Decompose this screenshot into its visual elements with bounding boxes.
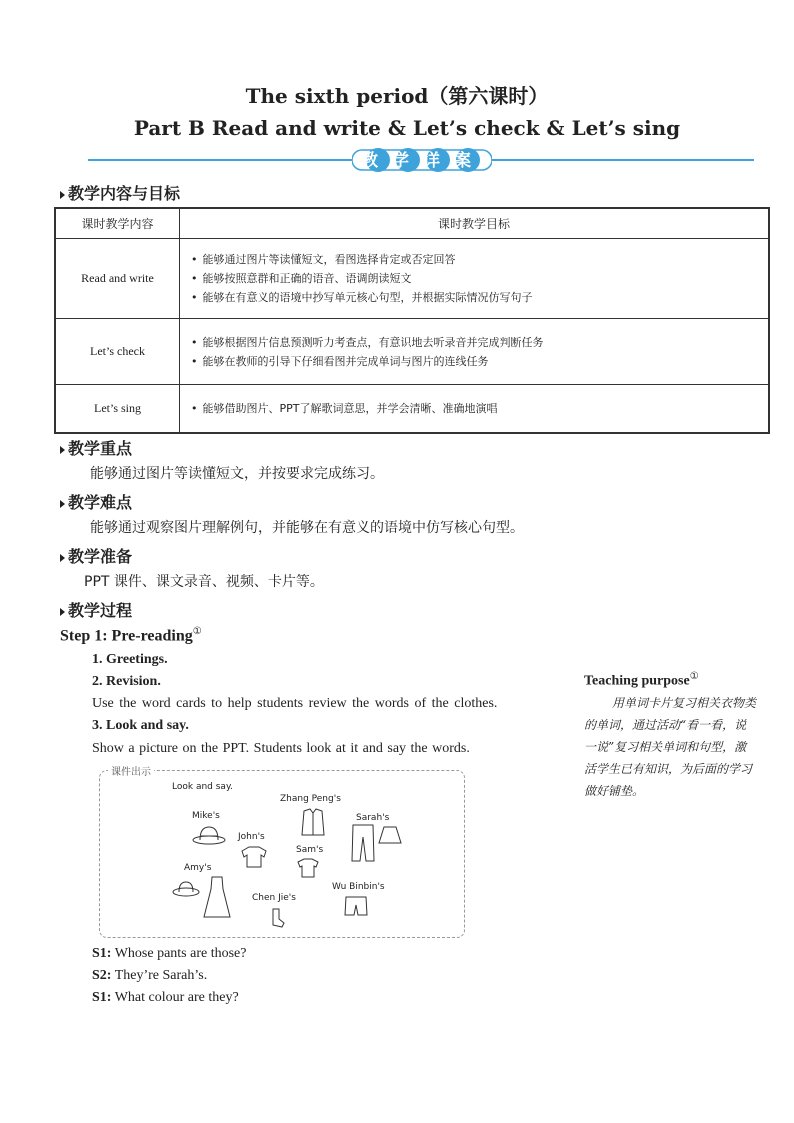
- label-sam: Sam's: [296, 845, 324, 855]
- step1-item-2-text: Use the word cards to help students review the words of the clothes.: [92, 696, 498, 711]
- section-heading-text: 教学难点: [68, 493, 133, 512]
- sock-icon: [268, 907, 286, 929]
- table-header-row: [55, 208, 769, 239]
- speaker-label: S1:: [92, 990, 112, 1005]
- table-cell-content: Let’s sing: [55, 385, 180, 433]
- dialogue-text: Whose pants are those?: [114, 946, 247, 961]
- section-heading-content-goals: [60, 181, 180, 204]
- step1-item-1: 1. Greetings.: [92, 652, 168, 667]
- triangle-bullet-icon: [60, 446, 65, 454]
- objectives-table: [54, 207, 770, 434]
- dialogue-text: What colour are they?: [114, 990, 239, 1005]
- page-title: The sixth period（第六课时）: [245, 84, 549, 108]
- slide-tag: 课件出示: [108, 763, 154, 778]
- slide-subtitle: Look and say.: [172, 782, 233, 792]
- teaching-purpose-title-text: Teaching purpose: [584, 673, 690, 689]
- table-row: [55, 385, 769, 433]
- label-john: John's: [238, 832, 265, 842]
- goal-item: • 能够在有意义的语境中抄写单元核心句型，并根据实际情况仿写句子: [191, 288, 767, 307]
- hat-icon: [192, 823, 226, 845]
- table-row: [55, 319, 769, 385]
- shorts-icon: [344, 895, 368, 919]
- dialogue-line: [92, 990, 239, 1006]
- table-row: [55, 239, 769, 319]
- hat-icon: [172, 877, 200, 899]
- section-heading-preparation: [60, 544, 132, 567]
- dialogue-line: [92, 968, 207, 984]
- footnote-mark: ①: [689, 671, 699, 682]
- section-heading-key-points: [60, 436, 132, 459]
- table-cell-goals: [180, 319, 770, 385]
- label-wu-binbin: Wu Binbin's: [332, 882, 385, 892]
- section-heading-process: [60, 598, 132, 621]
- triangle-bullet-icon: [60, 191, 65, 199]
- dress-icon: [202, 875, 232, 919]
- dialogue-text: They’re Sarah’s.: [114, 968, 208, 983]
- banner-pill: [352, 147, 492, 173]
- section-heading-text: 教学过程: [68, 601, 133, 620]
- speaker-label: S1:: [92, 946, 112, 961]
- preparation-text: PPT 课件、课文录音、视频、卡片等。: [84, 574, 324, 590]
- skirt-icon: [378, 825, 402, 845]
- step1-title-text: Step 1: Pre-reading: [60, 627, 193, 645]
- label-chen-jie: Chen Jie's: [252, 893, 296, 903]
- triangle-bullet-icon: [60, 554, 65, 562]
- key-points-text: 能够通过图片等读懂短文，并按要求完成练习。: [90, 466, 384, 482]
- table-header-cell: 课时教学内容: [55, 208, 180, 239]
- dialogue-line: [92, 946, 247, 962]
- goal-item: • 能够在教师的引导下仔细看图并完成单词与图片的连线任务: [191, 352, 767, 371]
- coat-icon: [300, 807, 326, 837]
- footnote-mark: ①: [192, 626, 202, 637]
- speaker-label: S2:: [92, 968, 112, 983]
- step1-title: [60, 626, 202, 645]
- table-cell-content: Read and write: [55, 239, 180, 319]
- goal-item: • 能够根据图片信息预测听力考查点，有意识地去听录音并完成判断任务: [191, 333, 767, 352]
- section-heading-text: 教学重点: [68, 439, 133, 458]
- table-cell-goals: [180, 385, 770, 433]
- step1-item-3: 3. Look and say.: [92, 718, 189, 733]
- pants-icon: [350, 823, 376, 863]
- ppt-slide-figure: [99, 767, 465, 938]
- goal-item: • 能够按照意群和正确的语音、语调朗读短文: [191, 269, 767, 288]
- section-banner: [88, 147, 754, 175]
- page-subtitle: Part B Read and write & Let’s check & Let’s sing: [133, 116, 681, 140]
- section-heading-difficult-points: [60, 490, 132, 513]
- goal-item: • 能够借助图片、PPT了解歌词意思，并学会清晰、准确地演唱: [191, 399, 767, 418]
- sweater-icon: [240, 845, 268, 869]
- step1-item-2: 2. Revision.: [92, 674, 161, 689]
- triangle-bullet-icon: [60, 500, 65, 508]
- label-mike: Mike's: [192, 811, 220, 821]
- triangle-bullet-icon: [60, 608, 65, 616]
- difficult-points-text: 能够通过观察图片理解例句，并能够在有意义的语境中仿写核心句型。: [90, 520, 524, 536]
- goal-item: • 能够通过图片等读懂短文，看图选择肯定或否定回答: [191, 250, 767, 269]
- label-zhang-peng: Zhang Peng's: [280, 794, 341, 804]
- step1-item-3-text: Show a picture on the PPT. Students look at it and say the words.: [92, 741, 470, 756]
- section-heading-text: 教学准备: [68, 547, 133, 566]
- label-amy: Amy's: [184, 863, 212, 873]
- table-header-cell: 课时教学目标: [180, 208, 770, 239]
- shirt-icon: [296, 857, 320, 879]
- table-cell-goals: [180, 239, 770, 319]
- teaching-purpose-text: 用单词卡片复习相关衣物类的单词，通过活动“看一看，说一说”复习相关单词和句型，激活学生已有知识，为后面的学习做好铺垫。: [584, 696, 757, 798]
- banner-text: 教学详案: [361, 151, 485, 171]
- table-cell-content: Let’s check: [55, 319, 180, 385]
- teaching-purpose-title: [584, 671, 699, 690]
- section-heading-text: 教学内容与目标: [68, 184, 181, 203]
- label-sarah: Sarah's: [356, 813, 390, 823]
